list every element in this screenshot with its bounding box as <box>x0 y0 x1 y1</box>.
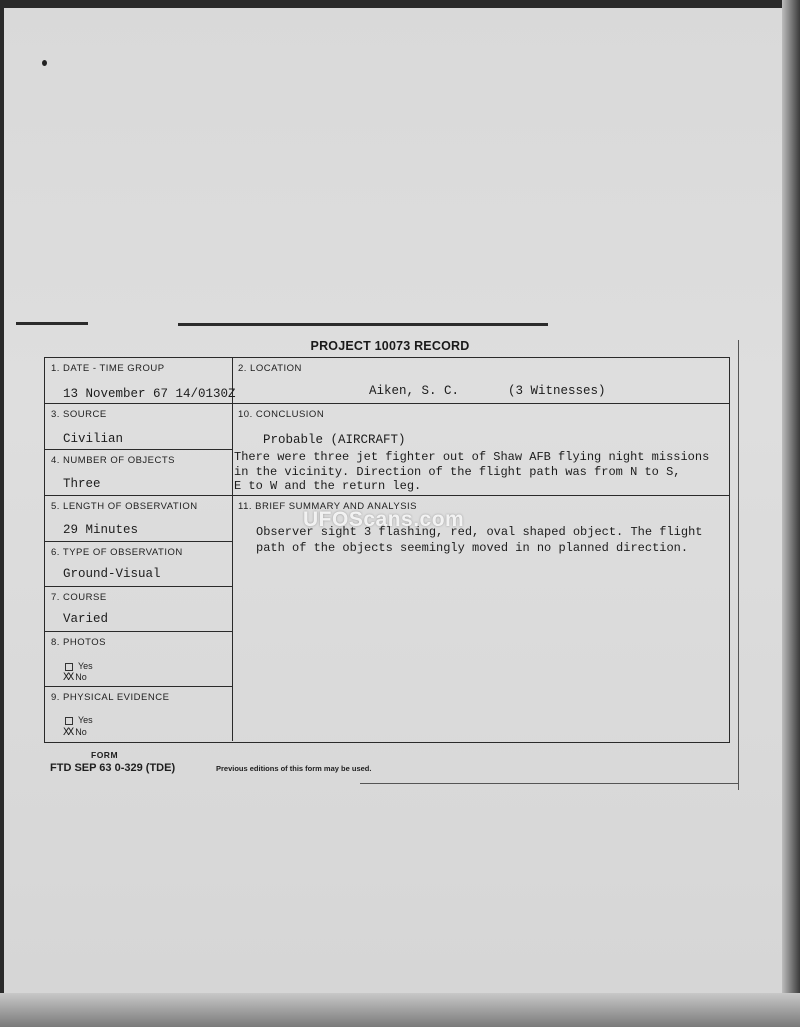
summary-line: Observer sight 3 flashing, red, oval shaped object. The flight <box>256 525 703 539</box>
field-label-conclusion: 10. CONCLUSION <box>238 409 325 420</box>
physical-evidence-no-mark: XX <box>63 727 73 739</box>
field-value-witnesses: (3 Witnesses) <box>508 384 606 398</box>
row-divider <box>45 403 729 404</box>
scan-edge-bottom <box>0 993 800 1027</box>
field-label-summary: 11. BRIEF SUMMARY AND ANALYSIS <box>238 501 418 512</box>
field-label-length-of-observation: 5. LENGTH OF OBSERVATION <box>51 501 198 512</box>
physical-evidence-no-option <box>63 727 87 739</box>
checkbox-yes <box>65 663 73 671</box>
footer-notice: Previous editions of this form may be used. <box>216 764 372 773</box>
photos-yes-option <box>65 661 93 671</box>
row-divider <box>45 495 233 496</box>
photos-no-label: No <box>75 672 87 682</box>
field-value-length-of-observation: 29 Minutes <box>63 523 139 537</box>
watermark: UFOScans.com <box>303 508 465 531</box>
field-label-type-of-observation: 6. TYPE OF OBSERVATION <box>51 547 183 558</box>
field-value-source: Civilian <box>63 432 124 446</box>
field-value-date-time: 13 November 67 14/0130Z <box>63 387 236 401</box>
row-divider <box>45 631 233 632</box>
physical-evidence-yes-label: Yes <box>78 715 93 725</box>
summary-line: path of the objects seemingly moved in no planned direction. <box>256 541 689 555</box>
scan-mark-top <box>178 323 548 326</box>
photos-yes-label: Yes <box>78 661 93 671</box>
field-label-photos: 8. PHOTOS <box>51 637 107 648</box>
row-divider <box>45 449 233 450</box>
conclusion-line: There were three jet fighter out of Shaw AFB flying night missions <box>234 450 710 464</box>
physical-evidence-yes-option <box>65 715 93 725</box>
scan-mark-bottom <box>360 783 738 784</box>
row-divider <box>232 495 729 496</box>
checkbox-yes <box>65 717 73 725</box>
physical-evidence-no-label: No <box>75 727 87 737</box>
field-value-location: Aiken, S. C. <box>369 384 460 398</box>
row-divider <box>45 541 233 542</box>
field-label-source: 3. SOURCE <box>51 409 107 420</box>
row-divider <box>45 586 233 587</box>
column-divider <box>232 358 233 741</box>
field-label-location: 2. LOCATION <box>238 363 302 374</box>
scan-mark-right <box>738 340 739 790</box>
field-value-conclusion: Probable (AIRCRAFT) <box>263 433 406 447</box>
conclusion-line: E to W and the return leg. <box>234 479 422 493</box>
field-label-number-of-objects: 4. NUMBER OF OBJECTS <box>51 455 176 466</box>
conclusion-line: in the vicinity. Direction of the flight path was from N to S, <box>234 465 681 479</box>
form-title: PROJECT 10073 RECORD <box>310 339 470 353</box>
scan-edge-right <box>782 0 800 1027</box>
footer-form-number: FTD SEP 63 0-329 (TDE) <box>50 762 176 774</box>
field-value-course: Varied <box>63 612 109 626</box>
photos-no-mark: XX <box>63 672 73 684</box>
field-label-date-time: 1. DATE - TIME GROUP <box>51 363 165 374</box>
field-value-number-of-objects: Three <box>63 477 101 491</box>
scan-speck <box>42 60 47 66</box>
field-label-course: 7. COURSE <box>51 592 107 603</box>
field-value-type-of-observation: Ground-Visual <box>63 567 161 581</box>
scan-mark-left <box>16 322 88 325</box>
photos-no-option <box>63 672 87 684</box>
row-divider <box>45 686 233 687</box>
field-label-physical-evidence: 9. PHYSICAL EVIDENCE <box>51 692 170 703</box>
footer-form-word: FORM <box>91 750 119 760</box>
record-form <box>44 357 730 743</box>
